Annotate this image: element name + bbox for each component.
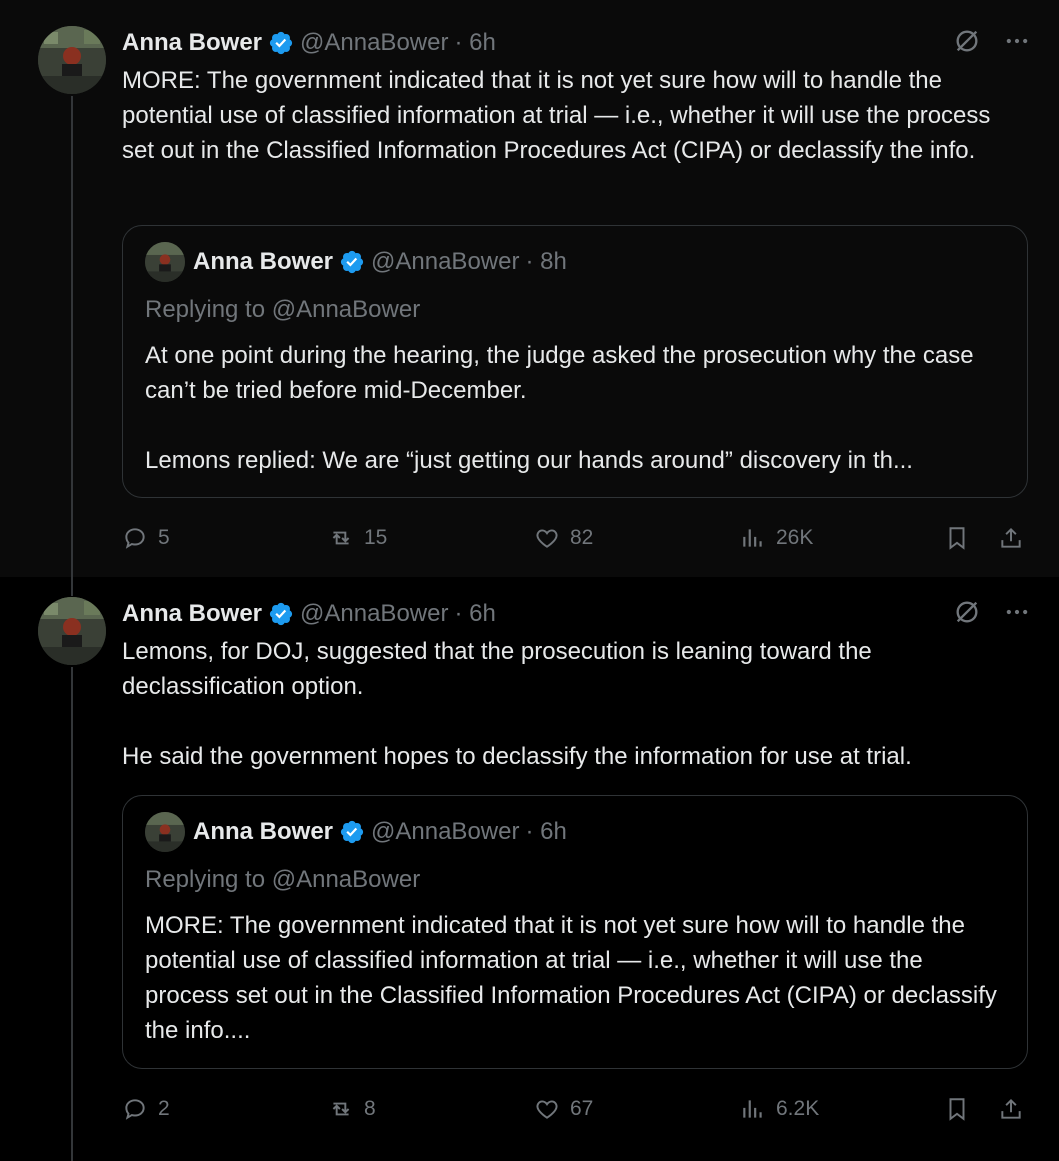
avatar: [145, 812, 185, 852]
grok-icon[interactable]: [953, 27, 981, 60]
share-button[interactable]: [998, 1089, 1024, 1129]
like-button[interactable]: [534, 1089, 593, 1129]
tweet-header: [122, 599, 496, 629]
quoted-tweet-header: [145, 244, 567, 280]
tweet[interactable]: [0, 577, 1059, 1161]
more-icon[interactable]: [1003, 598, 1031, 631]
quoted-tweet-text: MORE: The government indicated that it is not yet sure how will to handle the potential use of classified information at trial — i.e., whether it will use the process set out in the Classified Information Procedures Act (CIPA) or declassify the info....: [145, 912, 1004, 1044]
repost-button[interactable]: [328, 518, 387, 558]
replying-to: Replying to @AnnaBower: [145, 866, 421, 893]
tweet[interactable]: [0, 0, 1059, 578]
view-count: 26K: [776, 526, 814, 549]
thread-line: [71, 577, 73, 596]
quoted-tweet[interactable]: [122, 795, 1028, 1069]
tweet-actions: [122, 518, 1032, 558]
reply-button[interactable]: [122, 1089, 170, 1129]
reply-icon: [122, 1096, 148, 1122]
timestamp[interactable]: · 6h: [454, 29, 496, 56]
verified-badge-icon: [268, 601, 294, 627]
tweet-actions: [122, 1089, 1032, 1129]
like-count: 67: [570, 1097, 594, 1120]
bookmark-icon: [944, 525, 970, 551]
repost-count: 15: [364, 526, 388, 549]
heart-icon: [534, 525, 560, 551]
quoted-tweet-header: [145, 814, 567, 850]
author-name: Anna Bower: [193, 248, 334, 275]
reply-count: 2: [158, 1097, 170, 1120]
verified-badge-icon: [339, 249, 365, 275]
author-name[interactable]: Anna Bower: [122, 600, 263, 627]
avatar[interactable]: [38, 597, 106, 665]
author-handle[interactable]: @AnnaBower: [300, 600, 449, 627]
views-icon: [740, 1096, 766, 1122]
grok-icon[interactable]: [953, 598, 981, 631]
timestamp: · 8h: [525, 248, 567, 275]
tweet-text: Lemons, for DOJ, suggested that the prosecution is leaning toward the declassification option. He said the government hopes to declassify the information for use at trial.: [122, 638, 912, 770]
views-button[interactable]: [740, 1089, 819, 1129]
verified-badge-icon: [339, 819, 365, 845]
repost-count: 8: [364, 1097, 376, 1120]
heart-icon: [534, 1096, 560, 1122]
author-handle: @AnnaBower: [371, 818, 520, 845]
timestamp: · 6h: [525, 818, 567, 845]
avatar: [145, 242, 185, 282]
repost-icon: [328, 525, 354, 551]
tweet-header: [122, 28, 496, 58]
bookmark-button[interactable]: [944, 518, 970, 558]
author-handle: @AnnaBower: [371, 248, 520, 275]
replying-to: Replying to @AnnaBower: [145, 296, 421, 323]
reply-count: 5: [158, 526, 170, 549]
reply-icon: [122, 525, 148, 551]
quoted-tweet[interactable]: [122, 225, 1028, 498]
share-icon: [998, 525, 1024, 551]
author-name[interactable]: Anna Bower: [122, 29, 263, 56]
repost-icon: [328, 1096, 354, 1122]
thread-line: [71, 667, 73, 1161]
author-handle[interactable]: @AnnaBower: [300, 29, 449, 56]
view-count: 6.2K: [776, 1097, 820, 1120]
share-button[interactable]: [998, 518, 1024, 558]
tweet-top-actions: [953, 599, 1031, 629]
bookmark-icon: [944, 1096, 970, 1122]
views-icon: [740, 525, 766, 551]
tweet-text: MORE: The government indicated that it is not yet sure how will to handle the potential use of classified information at trial — i.e., whether it will use the process set out in the Classified Information Procedures Act (CIPA) or declassify the info.: [122, 67, 998, 164]
tweet-top-actions: [953, 28, 1031, 58]
like-count: 82: [570, 526, 594, 549]
verified-badge-icon: [268, 30, 294, 56]
timestamp[interactable]: · 6h: [454, 600, 496, 627]
quoted-tweet-text: At one point during the hearing, the judge asked the prosecution why the case can’t be tried before mid-December. Lemons replied: We are “just getting our hands around” discovery in th...: [145, 342, 974, 474]
avatar[interactable]: [38, 26, 106, 94]
views-button[interactable]: [740, 518, 813, 558]
thread-line: [71, 96, 73, 577]
bookmark-button[interactable]: [944, 1089, 970, 1129]
more-icon[interactable]: [1003, 27, 1031, 60]
author-name: Anna Bower: [193, 818, 334, 845]
share-icon: [998, 1096, 1024, 1122]
repost-button[interactable]: [328, 1089, 376, 1129]
reply-button[interactable]: [122, 518, 170, 558]
like-button[interactable]: [534, 518, 593, 558]
